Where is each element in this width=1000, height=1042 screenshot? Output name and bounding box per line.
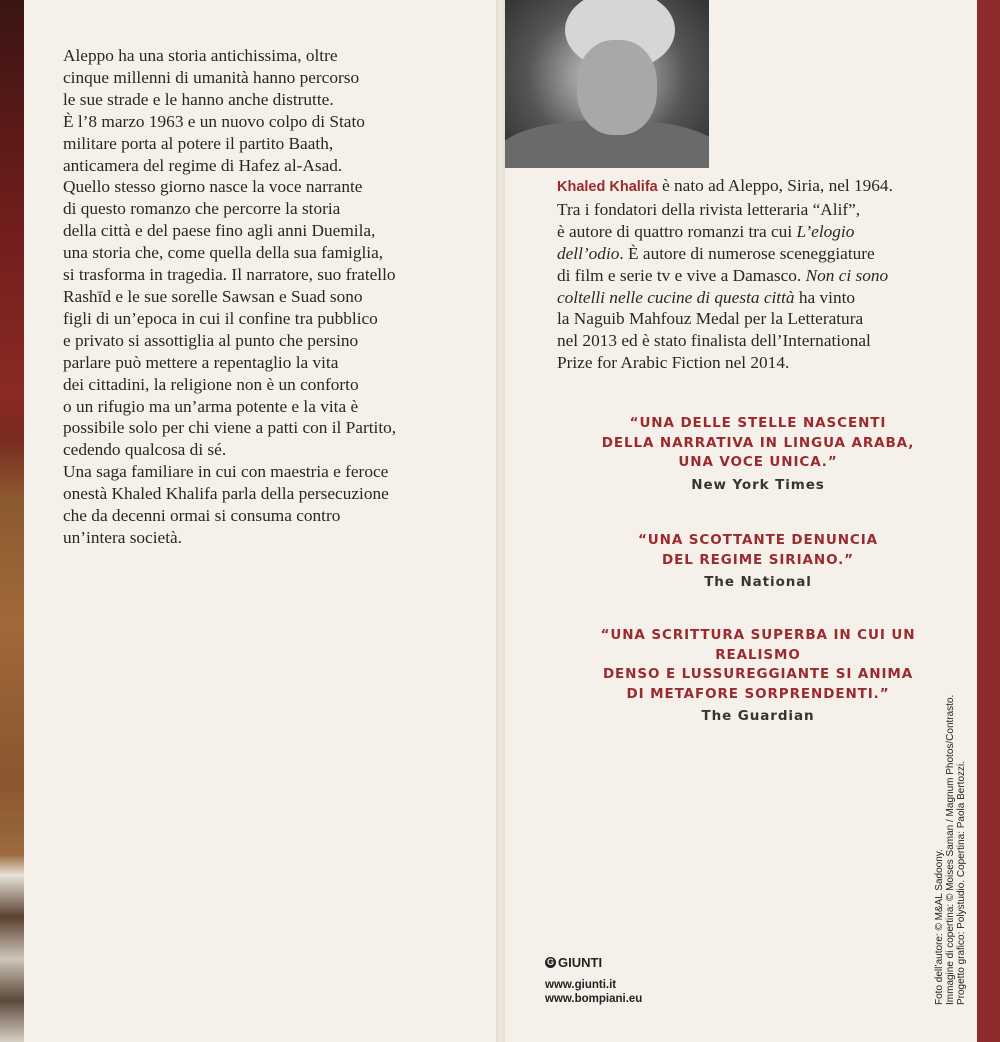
synopsis-line: una storia che, come quella della sua famiglia, <box>63 243 384 263</box>
synopsis-line: o un rifugio ma un’arma potente e la vita è <box>63 396 359 416</box>
quote-line: DEL REGIME SIRIANO.” <box>662 551 854 568</box>
author-name: Khaled Khalifa <box>557 179 658 195</box>
synopsis-line: possibile solo per chi viene a patti con il Partito, <box>63 418 397 438</box>
publisher-link[interactable]: www.bompiani.eu <box>545 993 643 1005</box>
bio-text: ha vinto <box>794 287 856 307</box>
review-quote <box>560 414 956 493</box>
image-credits <box>934 695 967 1005</box>
quote-line: “UNA SCRITTURA SUPERBA IN CUI UN REALISMO <box>600 627 916 663</box>
review-quote <box>560 626 956 724</box>
synopsis-line: Quello stesso giorno nasce la voce narrante <box>63 177 363 197</box>
synopsis-text <box>63 45 396 549</box>
bio-text: di film e serie tv e vive a Damasco. <box>557 265 806 285</box>
synopsis-line: di questo romanzo che percorre la storia <box>63 199 341 219</box>
synopsis-line: che da decenni ormai si consuma contro <box>63 506 341 526</box>
credit-line: Immagine di copertina: © Moises Saman / Magnum Photos/Contrasto. <box>945 694 956 1005</box>
bio-text: . È autore di numerose sceneggiature <box>619 243 875 263</box>
quote-line: “UNA DELLE STELLE NASCENTI <box>629 415 887 431</box>
book-title: Non ci sono <box>805 265 889 285</box>
synopsis-line: anticamera del regime di Hafez al-Asad. <box>63 155 343 175</box>
review-quote <box>560 531 956 590</box>
synopsis-line: Rashīd e le sue sorelle Sawsan e Suad sono <box>63 286 363 306</box>
quote-line: DELLA NARRATIVA IN LINGUA ARABA, <box>601 434 915 451</box>
quote-source: The National <box>704 574 812 590</box>
fold-gutter <box>496 0 505 1042</box>
credit-line: Progetto grafico: Polystudio. Copertina: Paola Bertozzi. <box>956 760 967 1005</box>
book-title: dell’odio <box>557 243 620 263</box>
bio-text: Tra i fondatori della rivista letteraria “Alif”, <box>557 199 861 219</box>
synopsis-line: parlare può mettere a repentaglio la vita <box>63 352 339 372</box>
synopsis-line: della città e del paese fino agli anni Duemila, <box>63 221 376 241</box>
spine-red-stripe <box>977 0 1000 1042</box>
logo-text: GIUNTI <box>558 955 603 970</box>
synopsis-line: onestà Khaled Khalifa parla della persecuzione <box>63 484 389 504</box>
bio-text: è nato ad Aleppo, Siria, nel 1964. <box>657 176 893 195</box>
credit-line: Foto dell’autore: © M&AL Sadoony. <box>934 849 945 1005</box>
synopsis-line: cedendo qualcosa di sé. <box>63 440 227 460</box>
synopsis-line: un’intera società. <box>63 527 182 547</box>
quote-line: DI METAFORE SORPRENDENTI.” <box>626 685 890 702</box>
synopsis-line: cinque millenni di umanità hanno percorso <box>63 67 360 87</box>
publisher-block <box>545 955 642 1006</box>
bio-text: nel 2013 ed è stato finalista dell’International <box>557 331 871 351</box>
synopsis-line: Aleppo ha una storia antichissima, oltre <box>63 46 338 65</box>
quote-source: New York Times <box>691 476 825 493</box>
front-cover-edge <box>0 0 24 1042</box>
quote-source: The Guardian <box>701 708 815 724</box>
giunti-logo <box>545 955 642 970</box>
quote-line: DENSO E LUSSUREGGIANTE SI ANIMA <box>602 666 914 682</box>
quote-line: UNA VOCE UNICA.” <box>678 454 838 470</box>
synopsis-line: militare porta al potere il partito Baath, <box>63 133 334 153</box>
giunti-g-icon: G <box>546 957 554 967</box>
synopsis-line: Una saga familiare in cui con maestria e feroce <box>63 462 389 482</box>
synopsis-line: e privato si assottiglia al punto che persino <box>63 330 359 350</box>
synopsis-line: si trasforma in tragedia. Il narratore, suo fratello <box>63 265 396 285</box>
bio-text: Prize for Arabic Fiction nel 2014. <box>557 353 790 373</box>
bio-text: è autore di quattro romanzi tra cui <box>557 221 797 241</box>
author-bio <box>557 175 893 374</box>
synopsis-line: dei cittadini, la religione non è un conforto <box>63 374 359 394</box>
book-title: L’elogio <box>796 221 855 241</box>
book-title: coltelli nelle cucine di questa città <box>557 287 795 307</box>
synopsis-line: figli di un’epoca in cui il confine tra pubblico <box>63 308 378 328</box>
synopsis-line: le sue strade e le hanno anche distrutte. <box>63 89 334 109</box>
synopsis-line: È l’8 marzo 1963 e un nuovo colpo di Stato <box>63 111 365 131</box>
quote-line: “UNA SCOTTANTE DENUNCIA <box>637 532 878 548</box>
publisher-link[interactable]: www.giunti.it <box>545 979 617 991</box>
author-photo <box>505 0 709 168</box>
bio-text: la Naguib Mahfouz Medal per la Letteratura <box>557 309 864 329</box>
